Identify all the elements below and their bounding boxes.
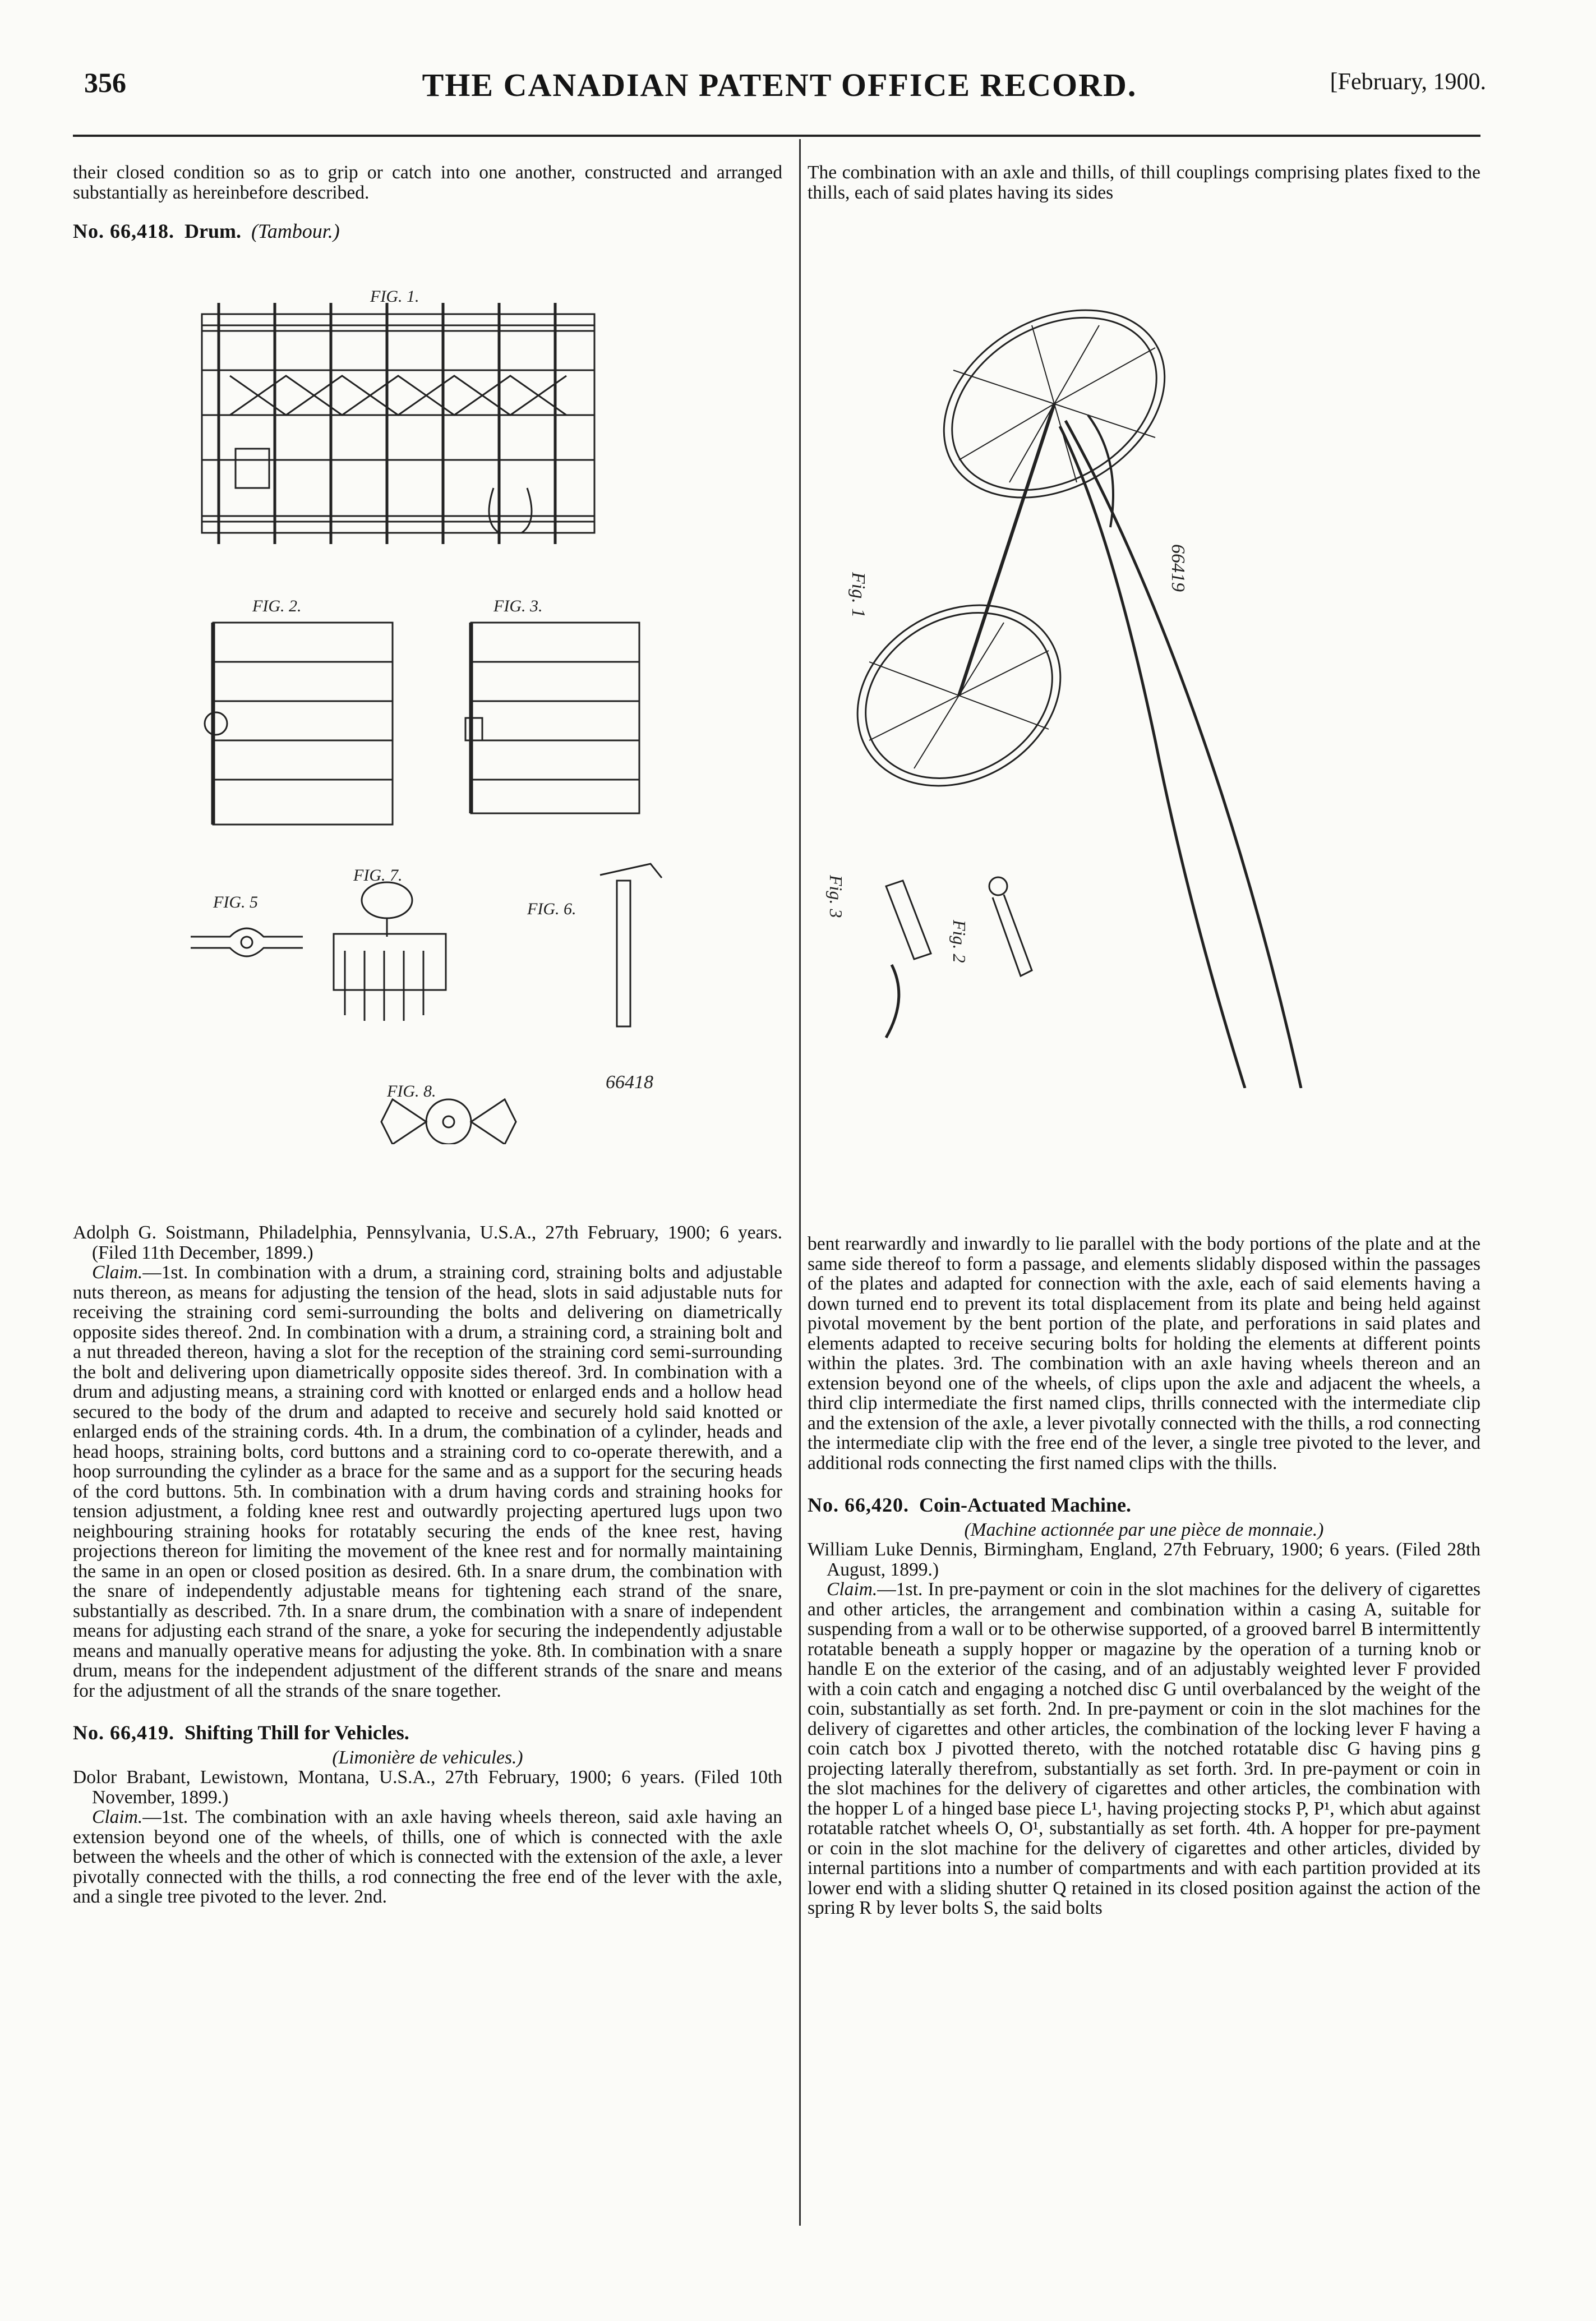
patent-title: Shifting Thill for Vehicles. [184,1721,409,1744]
fig1-label: FIG. 1. [370,287,419,306]
patent-title: Drum. [184,220,241,242]
patent-translation: (Limonière de vehicules.) [332,1747,523,1768]
thill-drawing [819,292,1469,1088]
column-divider [799,139,801,2226]
patent-number: No. 66,420. [808,1494,909,1516]
drum-figures-svg [168,280,729,1144]
inventor-66419: Dolor Brabant, Lewistown, Montana, U.S.A., 27th February, 1900; 6 years. (Filed 10th November, 1899.) [73,1767,782,1808]
left-column-top [73,163,782,246]
drawing-number: 66419 [1168,544,1188,592]
drum-drawing [168,280,729,1144]
fig7-label: FIG. 7. [353,866,403,885]
inventor-66420: William Luke Dennis, Birmingham, England, 27th February, 1900; 6 years. (Filed 28th August, 1899.) [808,1539,1480,1580]
patent-heading-66418 [73,222,782,242]
right-column-bottom [808,1234,1480,1918]
continuation-text: The combination with an axle and thills, of thill couplings comprising plates fixed to the thills, each of said plates having its sides [808,162,1480,203]
fig3-label: FIG. 3. [493,597,543,615]
fig6-label: FIG. 6. [527,900,576,918]
patent-translation: (Machine actionnée par une pièce de monnaie.) [964,1519,1324,1540]
fig2-label: FIG. 2. [252,597,302,615]
page-header [73,66,1486,117]
continuation-text: their closed condition so as to grip or catch into one another, constructed and arranged substantially as hereinbefore described. [73,162,782,203]
page-number: 356 [84,67,126,98]
drawing-number: 66418 [606,1072,653,1093]
inventor-66418: Adolph G. Soistmann, Philadelphia, Pennsylvania, U.S.A., 27th February, 1900; 6 years. (Filed 11th December, 1899.) [73,1222,782,1263]
claim-text: —1st. In pre-payment or coin in the slot machines for the delivery of cigarettes and other articles, the arrangement and combination within a casing A, suitable for suspending from a wall or to be otherwise supported, of a grooved barrel B intermittently rotatable beneath a supply hopper or magazine by the operation of a turning knob or handle E on the exterior of the casing, and of an adjustably weighted lever F provided with a coin catch and engaging a notched disc G until overbalanced by the weight of the coin, substantially as set forth. 2nd. In pre-payment or coin in the slot machines for the delivery of cigarettes and other articles, the combination of the locking lever F having a coin catch box J pivotted thereto, with the notched rotatable disc G having pins g projecting laterally therefrom, substantially as set forth. 3rd. In pre-payment or coin in the slot machines for the delivery of cigarettes and other articles, the combination with the hopper L of a hinged base piece L¹, having projecting stocks P, P¹, which abut against rotatable ratchet wheels O, O¹, substantially as set forth. 4th. A hopper for pre-payment or coin in the slot machine for the delivery of cigarettes and other articles, divided by internal partitions into a number of compartments and with each partition provided at its lower end with a sliding shutter Q retained in its closed position against the action of the spring R by lever bolts S, the said bolts [808,1579,1480,1918]
claim-66418 [73,1263,782,1701]
claim-66420 [808,1579,1480,1918]
issue-date: [February, 1900. [1330,69,1486,95]
left-column-bottom [73,1223,782,1907]
patent-heading-66419 [73,1723,782,1743]
patent-number: No. 66,419. [73,1721,174,1744]
patent-number: No. 66,418. [73,220,174,242]
header-rule [73,135,1480,137]
right-column-top [808,163,1480,202]
fig5-label: FIG. 5 [213,893,258,911]
claim-label: Claim. [92,1807,143,1827]
fig2-label: Fig. 2 [949,920,970,963]
claim-text: —1st. In combination with a drum, a straining cord, straining bolts and adjustable nuts thereon, as means for adjusting the tension of the head, slots in said adjustable nuts for receiving the straining cord semi-surrounding the bolts and delivering on diametrically opposite sides thereof. 2nd. In combination with a drum, a straining cord, a straining bolt and a nut threaded thereon, having a slot for the reception of the straining cord semi-surrounding the bolt and delivering upon diametrically opposite sides thereof. 3rd. In combination with a drum and adjusting means, a straining cord with knotted or enlarged ends and a hollow head secured to the body of the drum and adapted to receive and securely hold said knotted or enlarged ends of the straining cords. 4th. In a drum, the combination of a cylinder, heads and head hoops, straining bolts, cord buttons and a straining cord to co-operate therewith, and a hoop surrounding the cylinder as a brace for the same and as a support for the securing heads of the cord buttons. 5th. In combination with a drum having cords and straining hooks for tension adjustment, a folding knee rest and outwardly projecting apertured lugs upon two neighbouring straining hooks for rotatably securing the ends of the knee rest, having projections thereon for limiting the movement of the knee rest and for normally maintaining the same in an open or closed position as desired. 6th. In a snare drum, the combination with the snare of independently adjustable means for tightening each strand of the snare, substantially as described. 7th. In a snare drum, the combination with a snare of independent means for adjusting each strand of the snare, a yoke for securing the independently adjustable means and manually operative means for adjusting the yoke. 8th. In combination with a snare drum, means for the independent adjustment of the different strands of the snare and means for the adjustment of all the strands of the snare together. [73,1262,782,1701]
continuation-text-2: bent rearwardly and inwardly to lie parallel with the body portions of the plate and at the same side thereof to form a passage, and elements slidably disposed within the passages of the plates and adapted for connection with the axle, each of said elements having a down turned end to prevent its total displacement from its plate and being held against pivotal movement by the bent portion of the plate, and perforations in said plates and elements adapted to receive securing bolts for holding the elements at different points within the plates. 3rd. The combination with an axle having wheels thereon and an extension beyond one of the wheels, of clips upon the axle and adjacent the wheels, a third clip intermediate the first named clips, thrills connected with the intermediate clip and the extension of the axle, a lever pivotally connected with the thills, a rod connecting the intermediate clip with the free end of the lever, a single tree pivoted to the lever, and additional rods connecting the first named clips with the thills. [808,1233,1480,1473]
thill-figures-svg [819,292,1469,1088]
patent-title: Coin-Actuated Machine. [919,1494,1131,1516]
fig8-label: FIG. 8. [387,1082,436,1100]
fig1-label: Fig. 1 [848,572,869,618]
claim-label: Claim. [827,1579,878,1600]
journal-title: THE CANADIAN PATENT OFFICE RECORD. [422,67,1137,103]
patent-translation: (Tambour.) [251,220,340,242]
claim-text: —1st. The combination with an axle having wheels thereon, said axle having an extension beyond one of the wheels, of thills, one of which is connected with the axle between the wheels and the other of which is connected with the extension of the axle, a lever pivotally connected with the thills, a rod connecting the free end of the lever with the axle, and a single tree pivoted to the lever. 2nd. [73,1807,782,1907]
claim-label: Claim. [92,1262,143,1283]
patent-heading-66420 [808,1495,1480,1516]
fig3-label: Fig. 3 [826,875,846,918]
claim-66419 [73,1807,782,1907]
